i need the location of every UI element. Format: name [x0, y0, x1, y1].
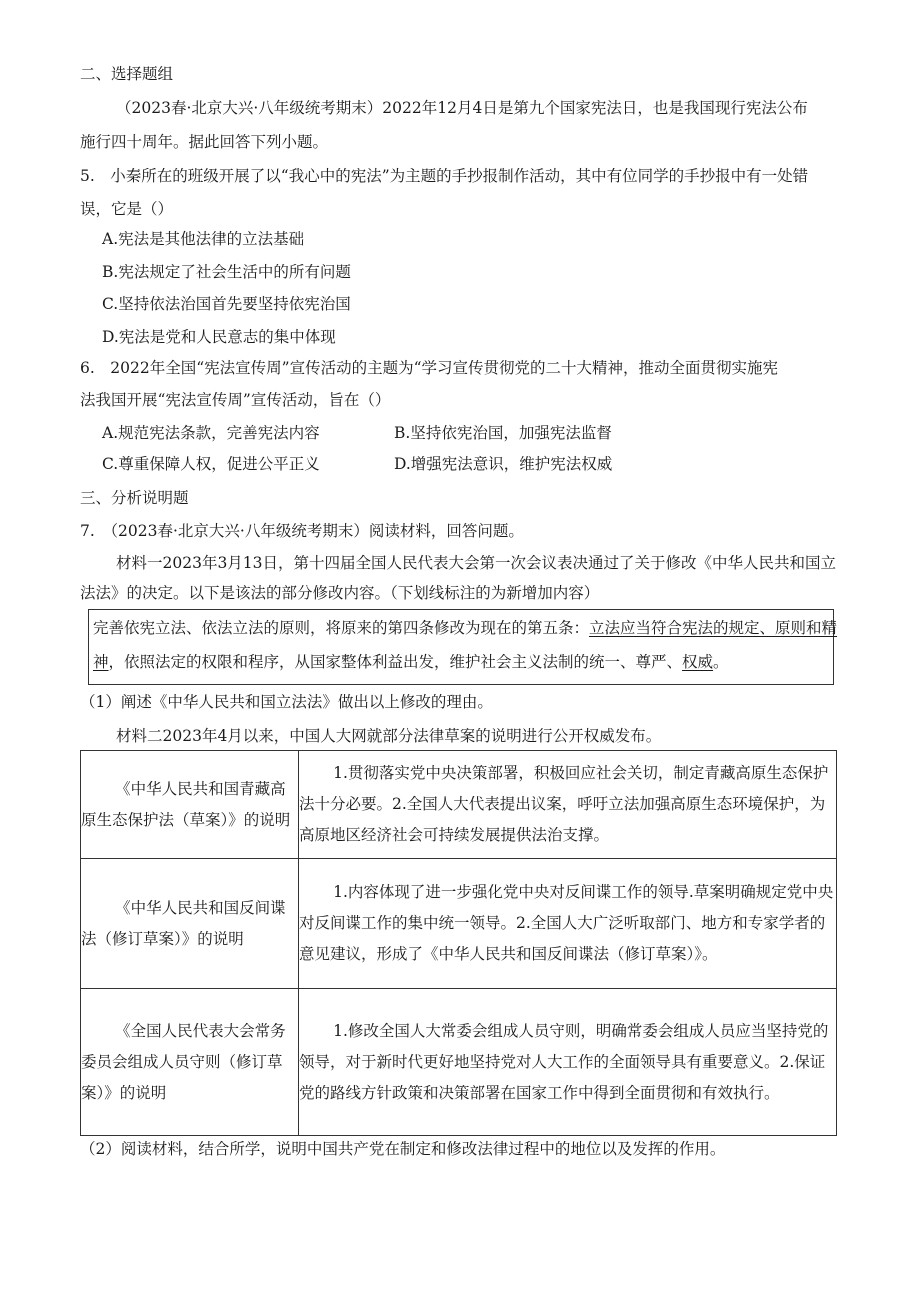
sub-question-2: （2）阅读材料，结合所学，说明中国共产党在制定和修改法律过程中的地位以及发挥的作用。	[80, 1140, 726, 1158]
material-2-table	[80, 750, 837, 1136]
amendment-plain-text: ，依照法定的权限和程序，从国家整体利益出发，维护社会主义法制的统一、尊严、	[108, 653, 683, 671]
question-6-option-d: D.增强宪法意识，维护宪法权威	[394, 455, 613, 473]
question-5-stem-line1: 5. 小秦所在的班级开展了以“我心中的宪法”为主题的手抄报制作活动，其中有位同学的手抄报中有一处错	[80, 167, 809, 185]
amendment-plain-text: 完善依宪立法、依法立法的原则，将原来的第四条修改为现在的第五条：	[93, 619, 590, 637]
question-5-stem-line2: 误，它是（）	[80, 200, 174, 218]
material-2-intro: 材料二2023年4月以来，中国人大网就部分法律草案的说明进行公开权威发布。	[116, 727, 662, 745]
question-6-option-a: A.规范宪法条款，完善宪法内容	[102, 424, 320, 442]
amendment-new-text: 权威	[682, 653, 714, 671]
table-cell-title: 《全国人民代表大会常务委员会组成人员守则（修订草案）》的说明	[81, 989, 299, 1136]
amendment-new-text: 立法应当符合宪法的规定、原则和精	[589, 619, 838, 637]
section-heading-analysis: 三、分析说明题	[80, 489, 189, 507]
amendment-new-text: 神	[93, 653, 109, 671]
amendment-text-box	[88, 609, 838, 685]
material-1-line2: 法法》的决定。以下是该法的部分修改内容。（下划线标注的为新增加内容）	[80, 584, 600, 602]
question-5-option-c: C.坚持依法治国首先要坚持依宪治国	[102, 295, 351, 313]
table-cell-title: 《中华人民共和国反间谍法（修订草案）》的说明	[81, 859, 299, 989]
question-5-option-b: B.宪法规定了社会生活中的所有问题	[102, 263, 351, 281]
question-6-option-c: C.尊重保障人权，促进公平正义	[102, 455, 320, 473]
question-6-stem-line2: 法我国开展“宪法宣传周”宣传活动，旨在（）	[80, 391, 391, 409]
table-row	[81, 989, 837, 1136]
question-6-stem-line1: 6. 2022年全国“宪法宣传周”宣传活动的主题为“学习宣传贯彻党的二十大精神，推动全面贯彻实施宪	[80, 359, 779, 377]
question-6-option-b: B.坚持依宪治国，加强宪法监督	[394, 424, 612, 442]
table-cell-content: 1.修改全国人大常委会组成人员守则，明确常委会组成人员应当坚持党的领导，对于新时代更好地坚持党对人大工作的全面领导具有重要意义。2.保证党的路线方针政策和决策部署在国家工作中得到全面贯彻和有效执行。	[299, 989, 837, 1136]
amendment-line2	[93, 651, 729, 673]
section-heading-choice: 二、选择题组	[80, 65, 174, 83]
question-5-option-d: D.宪法是党和人民意志的集中体现	[102, 328, 336, 346]
table-cell-content: 1.内容体现了进一步强化党中央对反间谍工作的领导.草案明确规定党中央对反间谍工作的集中统一领导。2.全国人大广泛听取部门、地方和专家学者的意见建议，形成了《中华人民共和国反间谍法（修订草案）》。	[299, 859, 837, 989]
amendment-line1	[93, 617, 837, 639]
sub-question-1: （1）阐述《中华人民共和国立法法》做出以上修改的理由。	[80, 693, 493, 711]
table-row	[81, 751, 837, 859]
table-cell-content: 1.贯彻落实党中央决策部署，积极回应社会关切，制定青藏高原生态保护法十分必要。2.全国人大代表提出议案，呼吁立法加强高原生态环境保护，为高原地区经济社会可持续发展提供法治支撑。	[299, 751, 837, 859]
intro-text-line2: 施行四十周年。据此回答下列小题。	[80, 133, 329, 151]
table-cell-title: 《中华人民共和国青藏高原生态保护法（草案）》的说明	[81, 751, 299, 859]
question-7-stem: 7. （2023春·北京大兴·八年级统考期末）阅读材料，回答问题。	[80, 522, 524, 540]
amendment-plain-text: 。	[713, 653, 729, 671]
material-1-line1: 材料一2023年3月13日，第十四届全国人民代表大会第一次会议表决通过了关于修改《中华人民共和国立	[116, 554, 837, 572]
question-5-option-a: A.宪法是其他法律的立法基础	[102, 230, 305, 248]
intro-text-line1: （2023春·北京大兴·八年级统考期末）2022年12月4日是第九个国家宪法日，也是我国现行宪法公布	[116, 99, 808, 117]
table-row	[81, 859, 837, 989]
